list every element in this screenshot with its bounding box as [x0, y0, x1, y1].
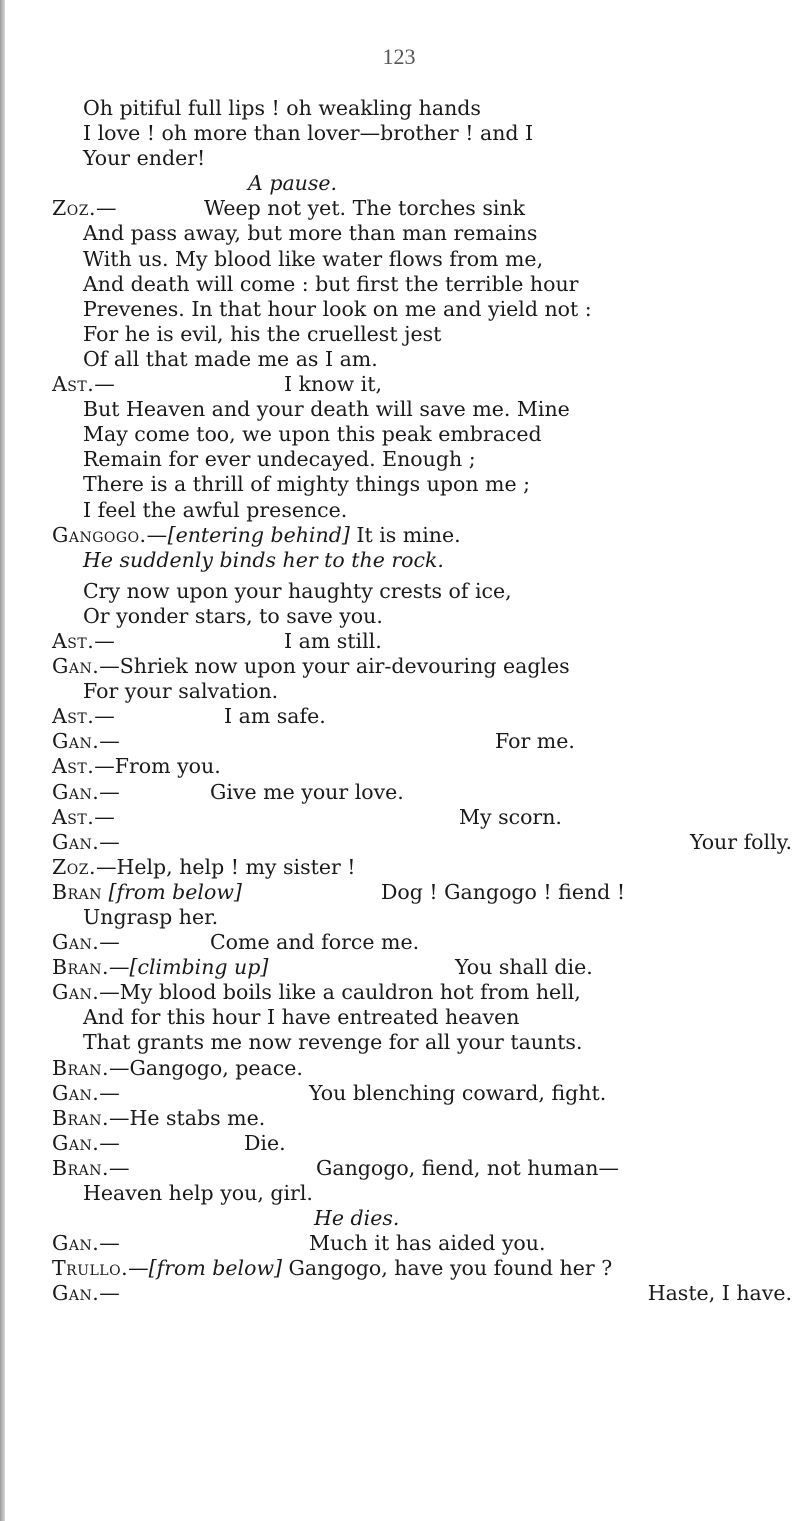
dialogue-line	[52, 930, 792, 955]
verse-line: May come too, we upon this peak embraced	[83, 422, 542, 447]
speaker-name: Bran.	[52, 1105, 109, 1130]
speech-text: Gangogo, fiend, not human—	[316, 1155, 619, 1180]
verse-line: There is a thrill of mighty things upon me ;	[83, 472, 531, 497]
stage-direction: —[from below]	[128, 1256, 282, 1281]
speaker-name: Ast.—	[52, 372, 116, 397]
speech-text: —Help, help ! my sister !	[95, 854, 356, 879]
speech-text: I know it,	[284, 372, 382, 397]
speaker-name: Bran.—	[52, 1155, 130, 1180]
verse-line: Oh pitiful full lips ! oh weakling hands	[83, 96, 481, 120]
speaker-name: Gan.—	[52, 779, 121, 804]
speech-text: I am safe.	[224, 704, 326, 729]
dialogue-line	[52, 880, 792, 905]
speaker-name: Gan.—	[52, 729, 121, 754]
dialogue-line	[52, 1131, 792, 1156]
speech-text: —My blood boils like a cauldron hot from hell,	[99, 980, 581, 1005]
speaker-name: Ast.—	[52, 628, 116, 653]
dialogue-line	[52, 805, 792, 830]
dialogue-line	[52, 1281, 792, 1306]
verse-line: And pass away, but more than man remains	[83, 221, 538, 246]
verse-line: Your ender!	[83, 146, 206, 171]
verse-line: Or yonder stars, to save you.	[83, 603, 383, 628]
dialogue-line	[52, 1156, 792, 1181]
speech-text: I am still.	[284, 628, 382, 653]
verse-line: Prevenes. In that hour look on me and yield not :	[83, 296, 592, 321]
speaker-name: Gan.—	[52, 829, 121, 854]
verse-line: But Heaven and your death will save me. Mine	[83, 397, 570, 422]
speech-text: Come and force me.	[210, 930, 420, 955]
speaker-name: Ast.—	[52, 704, 116, 729]
verse-line: For your salvation.	[83, 679, 279, 704]
page-number: 123	[382, 44, 416, 69]
dialogue-line	[52, 1106, 792, 1131]
dialogue-line	[52, 1081, 792, 1106]
speaker-name: Gan.—	[52, 1130, 121, 1155]
dialogue-line	[52, 955, 792, 980]
speaker-name: Zoz.	[52, 854, 96, 879]
speaker-name: Gan.—	[52, 1080, 121, 1105]
verse-line: Ungrasp her.	[83, 905, 219, 929]
dialogue-line	[52, 830, 792, 855]
dialogue-line	[52, 523, 792, 548]
speech-text: Die.	[244, 1130, 286, 1155]
speech-text: Weep not yet. The torches sink	[204, 196, 526, 221]
speech-text: Much it has aided you.	[309, 1231, 546, 1256]
dialogue-line	[52, 1231, 792, 1256]
speaker-name: Ast.—	[52, 804, 116, 829]
verse-line: With us. My blood like water flows from me,	[83, 246, 544, 271]
speech-text: You shall die.	[455, 955, 593, 980]
verse-line: That grants me now revenge for all your taunts.	[83, 1030, 583, 1055]
verse-line: I love ! oh more than lover—brother ! and I	[83, 121, 534, 146]
speech-text: You blenching coward, fight.	[309, 1080, 607, 1105]
speaker-name: Gan.—	[52, 1281, 121, 1306]
speech-text: For me.	[495, 729, 575, 754]
stage-direction-line	[52, 171, 792, 196]
verse-line: Of all that made me as I am.	[83, 346, 378, 371]
verse-line: Heaven help you, girl.	[83, 1181, 313, 1206]
speaker-name: Bran	[52, 879, 102, 904]
speech-text: Dog ! Gangogo ! fiend !	[381, 879, 626, 904]
stage-direction-line	[52, 1206, 792, 1231]
speaker-name: Gan.—	[52, 930, 121, 955]
speaker-name: Gan.—	[52, 1231, 121, 1256]
page-binding-edge	[0, 0, 5, 1521]
dialogue-line	[52, 980, 792, 1005]
dialogue-line	[52, 1256, 792, 1281]
dialogue-line	[52, 754, 792, 779]
stage-direction: He dies.	[314, 1206, 400, 1231]
stage-direction: He suddenly binds her to the rock.	[83, 547, 444, 572]
speaker-name: Trullo.	[52, 1256, 129, 1281]
stage-direction: [entering behind]	[167, 522, 350, 547]
dialogue-line	[52, 780, 792, 805]
speaker-name: Zoz.—	[52, 196, 117, 221]
verse-line: I feel the awful presence.	[83, 497, 348, 522]
dialogue-line	[52, 654, 792, 679]
verse-line: And for this hour I have entreated heaven	[83, 1005, 520, 1030]
dialogue-line	[52, 629, 792, 654]
verse-line: For he is evil, his the cruellest jest	[83, 321, 442, 346]
speech-text: It is mine.	[356, 522, 461, 547]
speech-text: Give me your love.	[210, 779, 404, 804]
stage-direction: A pause.	[248, 171, 338, 196]
speaker-name: Bran.	[52, 955, 109, 980]
play-text	[52, 96, 792, 1307]
speech-text: Gangogo, have you found her ?	[288, 1256, 613, 1281]
dialogue-line	[52, 729, 792, 754]
speaker-name: Bran.	[52, 1055, 109, 1080]
verse-line: And death will come : but first the terrible hour	[83, 271, 579, 296]
speech-text: —From you.	[94, 754, 221, 779]
speaker-name: Gangogo.—	[52, 522, 168, 547]
speech-text: —He stabs me.	[108, 1105, 266, 1130]
stage-direction-line	[52, 548, 792, 573]
dialogue-line	[52, 704, 792, 729]
dialogue-line	[52, 1056, 792, 1081]
speech-text: —Shriek now upon your air-devouring eagles	[99, 654, 570, 679]
verse-line: Cry now upon your haughty crests of ice,	[83, 578, 512, 603]
dialogue-line	[52, 196, 792, 221]
speech-text: —Gangogo, peace.	[108, 1055, 303, 1080]
speech-text: Your folly.	[689, 829, 792, 854]
speaker-name: Gan.	[52, 980, 100, 1005]
speaker-name: Ast.	[52, 754, 95, 779]
dialogue-line	[52, 372, 792, 397]
stage-direction: [from below]	[108, 879, 242, 904]
speaker-name: Gan.	[52, 654, 100, 679]
speech-text: My scorn.	[459, 804, 562, 829]
speech-text: Haste, I have.	[647, 1281, 792, 1306]
dialogue-line	[52, 855, 792, 880]
stage-direction: —[climbing up]	[108, 955, 269, 980]
verse-line: Remain for ever undecayed. Enough ;	[83, 447, 476, 472]
